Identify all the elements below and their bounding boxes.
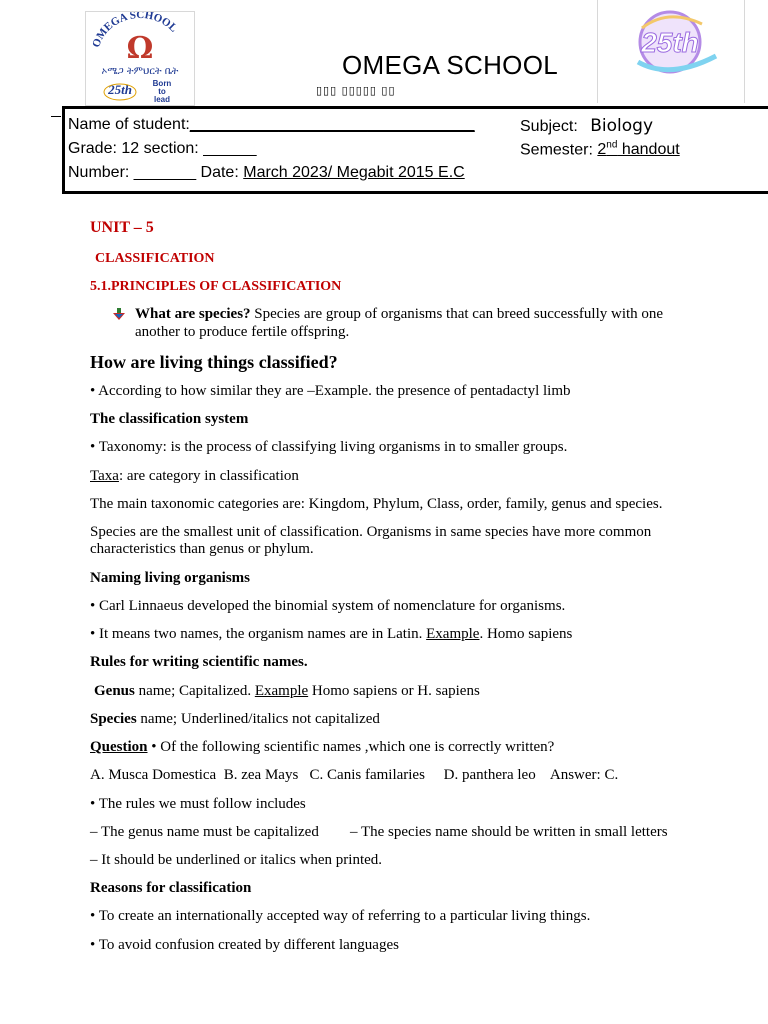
logo-amharic-text: ኦሜጋ ትምህርት ቤት xyxy=(101,66,179,77)
two-names-b: . Homo sapiens xyxy=(479,626,573,642)
naming-heading: Naming living organisms xyxy=(90,570,251,586)
rules-follow: • The rules we must follow includes xyxy=(90,796,306,812)
anniversary-logo xyxy=(597,0,745,103)
rule-genus-capitalized: – The genus name must be capitalized xyxy=(90,824,319,840)
linnaeus-paragraph: • Carl Linnaeus developed the binomial system of nomenclature for organisms. xyxy=(90,598,566,614)
unit-heading: UNIT – 5 xyxy=(90,219,154,236)
question-word: Question xyxy=(90,739,148,755)
genus-word: Genus xyxy=(94,683,135,699)
reason-languages: • To avoid confusion created by different languages xyxy=(90,937,399,953)
semester-rest: handout xyxy=(617,141,680,159)
species-unit-line2: characteristics than genus or phylum. xyxy=(90,541,314,557)
classification-heading: CLASSIFICATION xyxy=(95,251,215,266)
grade-row: Grade: 12 section: ______ xyxy=(68,140,257,157)
species-definition-line1 xyxy=(135,306,663,323)
rule-underline: – It should be underlined or italics when printed. xyxy=(90,852,383,868)
genus-a: name; Capitalized. xyxy=(134,683,255,699)
species-rest: name; Underlined/italics not capitalized xyxy=(136,711,380,727)
question-line xyxy=(90,739,554,756)
number-row xyxy=(68,164,465,182)
taxonomy-paragraph: • Taxonomy: is the process of classifying living organisms in to smaller groups. xyxy=(90,439,568,455)
subject-row xyxy=(520,116,653,136)
species-question: What are species? xyxy=(135,306,251,322)
svg-text:lead: lead xyxy=(153,95,171,104)
semester-row xyxy=(520,140,680,159)
principles-heading: 5.1.PRINCIPLES OF CLASSIFICATION xyxy=(90,279,342,294)
taxa-rest: : are category in classification xyxy=(118,468,299,484)
rules-heading: Rules for writing scientific names. xyxy=(90,654,308,670)
how-classified-heading: How are living things classified? xyxy=(90,352,338,372)
similarity-paragraph: • According to how similar they are –Example. the presence of pentadactyl limb xyxy=(90,383,571,399)
name-row xyxy=(68,116,475,134)
species-word: Species xyxy=(90,711,137,727)
logo-badge-text: 25th xyxy=(108,82,132,97)
genus-rule xyxy=(94,683,480,700)
semester-value xyxy=(597,141,679,158)
omega-logo-icon xyxy=(86,12,194,105)
species-definition-line2: another to produce fertile offspring. xyxy=(135,324,350,340)
subject-label: Subject: xyxy=(520,118,578,135)
rule-species-small: – The species name should be written in small letters xyxy=(350,824,668,840)
taxa-paragraph xyxy=(90,468,299,485)
student-info-box xyxy=(62,106,768,194)
species-answer-1: Species are group of organisms that can breed successfully with one xyxy=(250,306,664,322)
semester-num: 2 xyxy=(597,141,607,159)
question-rest: • Of the following scientific names ,which one is correctly written? xyxy=(147,739,555,755)
genus-example: Example xyxy=(254,683,309,699)
arrow-bullet-icon xyxy=(112,307,126,326)
answer-options: A. Musca Domestica B. zea Mays C. Canis familaries D. panthera leo Answer: C. xyxy=(90,767,619,783)
logo-ring-text: OMEGA SCHOOL xyxy=(90,12,180,50)
name-label: Name of student: xyxy=(68,116,190,133)
subject-value: Biology xyxy=(590,116,654,136)
margin-dash xyxy=(51,116,61,117)
reasons-heading: Reasons for classification xyxy=(90,880,252,896)
number-label: Number: _______ Date: xyxy=(68,164,239,181)
semester-label: Semester: xyxy=(520,141,593,159)
anniversary-badge-icon xyxy=(598,0,744,100)
svg-text:to: to xyxy=(158,87,166,96)
main-categories-paragraph: The main taxonomic categories are: Kingdom, Phylum, Class, order, family, genus and species. xyxy=(90,496,663,512)
genus-b: Homo sapiens or H. sapiens xyxy=(308,683,480,699)
species-rule xyxy=(90,711,380,728)
species-unit-line1: Species are the smallest unit of classification. Organisms in same species have more common xyxy=(90,524,652,540)
date-value: March 2023/ Megabit 2015 E.C xyxy=(243,164,465,181)
name-blank: ________________________________ xyxy=(189,116,475,133)
semester-sup: nd xyxy=(606,140,618,151)
classification-system-heading: The classification system xyxy=(90,411,249,427)
two-names-a: • It means two names, the organism names are in Latin. xyxy=(90,626,427,642)
taxa-word: Taxa xyxy=(90,468,119,484)
reason-international: • To create an internationally accepted way of referring to a particular living things. xyxy=(90,908,591,924)
anniversary-badge-text: 25th xyxy=(641,27,699,58)
svg-text:Ω: Ω xyxy=(126,31,154,66)
school-subtitle: ▯▯▯ ▯▯▯▯▯ ▯▯ xyxy=(316,84,396,97)
svg-text:Born: Born xyxy=(152,79,172,88)
school-logo xyxy=(85,11,195,106)
school-name: OMEGA SCHOOL xyxy=(342,50,558,80)
two-names-paragraph xyxy=(90,626,572,643)
two-names-example: Example xyxy=(426,626,480,642)
